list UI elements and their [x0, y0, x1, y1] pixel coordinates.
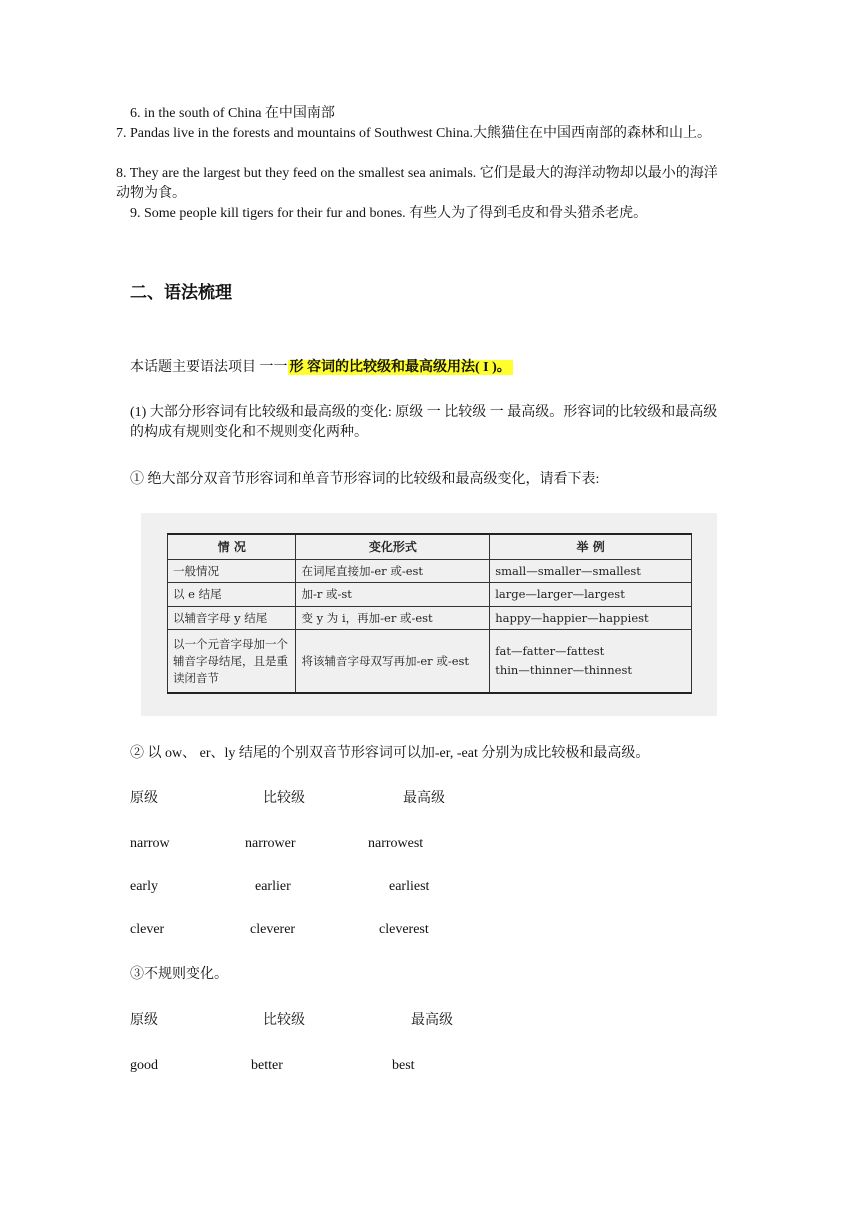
list-item: earliest [389, 879, 430, 894]
phrase-6: 6. in the south of China 在中国南部 [130, 106, 335, 121]
grammar-intro-prefix: 本话题主要语法项目 一一 [130, 360, 288, 375]
phrase-7: 7. Pandas live in the forests and mountains of Southwest China.大熊猫住在中国西南部的森林和山上。 [116, 126, 711, 141]
list-item: narrower [245, 836, 296, 851]
table-cell: small—smaller—smallest [490, 559, 692, 583]
list-item: narrowest [368, 836, 424, 851]
table-cell: happy—happier—happiest [490, 606, 692, 630]
table-header: 变化形式 [296, 534, 490, 559]
table-header: 情 况 [168, 534, 296, 559]
table-header-row [168, 534, 692, 559]
point-1: ① 绝大部分双音节形容词和单音节形容词的比较级和最高级变化，请看下表: [130, 472, 600, 487]
table-header: 举 例 [490, 534, 692, 559]
table-cell: 以一个元音字母加一个辅音字母结尾，且是重读闭音节 [168, 630, 296, 693]
rules-table-figure [141, 513, 717, 716]
table-cell: 将该辅音字母双写再加-er 或-est [296, 630, 490, 693]
table-cell: large—larger—largest [490, 583, 692, 607]
list-item: narrow [130, 836, 170, 851]
list-item: cleverer [250, 922, 296, 937]
list-item: earlier [255, 879, 291, 894]
list-header: 原级 [130, 1013, 158, 1028]
table-cell: 以 e 结尾 [168, 583, 296, 607]
table-row [168, 606, 692, 630]
table-row [168, 583, 692, 607]
table-cell: 一般情况 [168, 559, 296, 583]
list-item: early [130, 879, 158, 894]
table-row [168, 559, 692, 583]
point-2: ② 以 ow、 er、ly 结尾的个别双音节形容词可以加-er, -eat 分别为成比较极和最高级。 [130, 746, 650, 761]
list-item: cleverest [379, 922, 429, 937]
table-row [168, 630, 692, 693]
table-cell: 在词尾直接加-er 或-est [296, 559, 490, 583]
table-cell [490, 630, 692, 693]
phrase-9: 9. Some people kill tigers for their fur and bones. 有些人为了得到毛皮和骨头猎杀老虎。 [130, 206, 648, 221]
table-cell-line: thin—thinner—thinnest [495, 663, 633, 678]
list-item: better [251, 1058, 283, 1073]
list-item: clever [130, 922, 165, 937]
table-cell: 加-r 或-st [296, 583, 490, 607]
table-cell: 变 y 为 i，再加-er 或-est [296, 606, 490, 630]
list-header: 比较级 [263, 1013, 305, 1028]
paragraph-1: (1) 大部分形容词有比较级和最高级的变化: 原级 一 比较级 一 最高级。形容词的比较级和最高级的构成有规则变化和不规则变化两种。 [130, 405, 718, 440]
list-header: 最高级 [403, 791, 445, 806]
rules-table [167, 533, 692, 694]
section-title: 二、语法梳理 [130, 283, 232, 303]
phrase-8: 8. They are the largest but they feed on the smallest sea animals. 它们是最大的海洋动物却以最小的海洋动物为食。 [116, 166, 718, 201]
list-item: good [130, 1058, 158, 1073]
point-3: ③不规则变化。 [130, 967, 228, 982]
grammar-intro [130, 358, 513, 378]
list-header: 比较级 [263, 791, 305, 806]
grammar-intro-highlight: 形 容词的比较级和最高级用法( I )。 [289, 360, 511, 375]
list-item: best [392, 1058, 415, 1073]
table-cell-line: fat—fatter—fattest [495, 644, 605, 659]
list-header: 原级 [130, 791, 158, 806]
list-header: 最高级 [411, 1013, 453, 1028]
table-cell: 以辅音字母 y 结尾 [168, 606, 296, 630]
